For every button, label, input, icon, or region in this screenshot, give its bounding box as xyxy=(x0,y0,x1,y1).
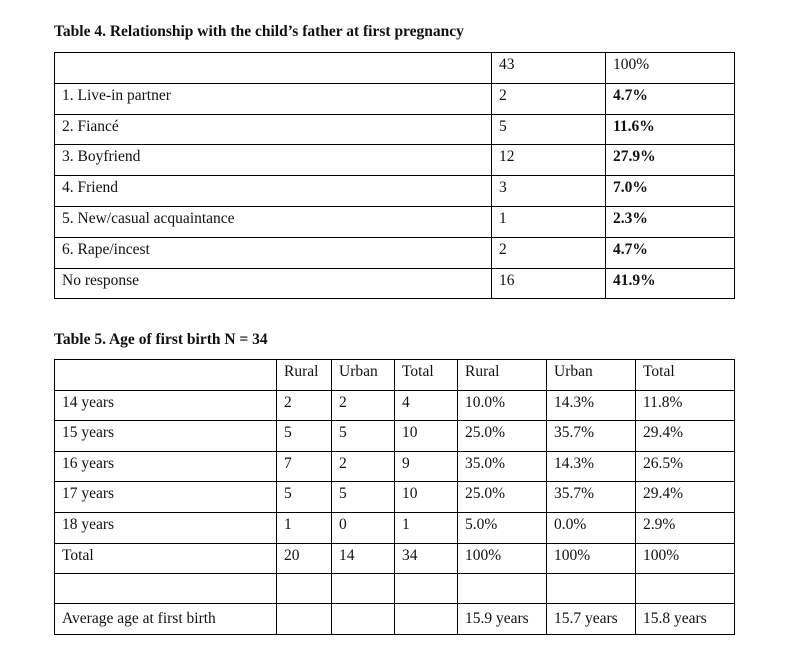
table-4-header-label xyxy=(55,53,492,84)
table-4-relationship xyxy=(54,52,735,299)
table-row xyxy=(55,83,735,114)
row-count: 2 xyxy=(492,237,606,268)
table-row-total xyxy=(55,543,735,574)
empty-cell xyxy=(458,574,547,604)
table-cell: 14 xyxy=(332,543,395,574)
table-cell: 5.0% xyxy=(458,512,547,543)
header-cell: Rural xyxy=(277,360,332,391)
table-row xyxy=(55,421,735,452)
table-cell xyxy=(332,604,395,635)
table-cell: 9 xyxy=(395,451,458,482)
table-5-header-row xyxy=(55,360,735,391)
row-label: No response xyxy=(55,268,492,299)
table-row xyxy=(55,145,735,176)
row-count: 5 xyxy=(492,114,606,145)
table-cell: 5 xyxy=(332,482,395,513)
row-percent: 4.7% xyxy=(606,237,735,268)
table-cell: 5 xyxy=(332,421,395,452)
row-label: 6. Rape/incest xyxy=(55,237,492,268)
table-cell: 100% xyxy=(458,543,547,574)
row-count: 16 xyxy=(492,268,606,299)
row-label: 16 years xyxy=(55,451,277,482)
table-row-average xyxy=(55,604,735,635)
table-cell: 0 xyxy=(332,512,395,543)
row-count: 1 xyxy=(492,206,606,237)
header-cell: Total xyxy=(395,360,458,391)
table-cell: 11.8% xyxy=(636,390,735,421)
row-percent: 41.9% xyxy=(606,268,735,299)
table-cell: 10 xyxy=(395,482,458,513)
empty-cell xyxy=(395,574,458,604)
table-cell: 29.4% xyxy=(636,421,735,452)
table-cell xyxy=(277,604,332,635)
table-cell xyxy=(395,604,458,635)
row-percent: 27.9% xyxy=(606,145,735,176)
table-row xyxy=(55,176,735,207)
empty-cell xyxy=(547,574,636,604)
table-row xyxy=(55,206,735,237)
table-4-header-row xyxy=(55,53,735,84)
table-cell: 4 xyxy=(395,390,458,421)
table-cell: 100% xyxy=(547,543,636,574)
row-count: 12 xyxy=(492,145,606,176)
table-cell: 5 xyxy=(277,482,332,513)
table-cell: 100% xyxy=(636,543,735,574)
table-4-caption: Table 4. Relationship with the child’s father at first pregnancy xyxy=(54,23,464,40)
row-count: 3 xyxy=(492,176,606,207)
header-cell: Urban xyxy=(332,360,395,391)
table-cell: 5 xyxy=(277,421,332,452)
table-cell: 35.0% xyxy=(458,451,547,482)
header-cell: Rural xyxy=(458,360,547,391)
row-label: 1. Live-in partner xyxy=(55,83,492,114)
row-label: 18 years xyxy=(55,512,277,543)
table-cell: 2 xyxy=(332,390,395,421)
row-label: 15 years xyxy=(55,421,277,452)
table-cell: 2.9% xyxy=(636,512,735,543)
table-cell: 26.5% xyxy=(636,451,735,482)
table-row xyxy=(55,237,735,268)
table-cell: 0.0% xyxy=(547,512,636,543)
table-row xyxy=(55,512,735,543)
table-cell: 2 xyxy=(332,451,395,482)
header-cell xyxy=(55,360,277,391)
table-5-caption: Table 5. Age of first birth N = 34 xyxy=(54,331,268,348)
table-row xyxy=(55,114,735,145)
row-label: 3. Boyfriend xyxy=(55,145,492,176)
table-cell: 14.3% xyxy=(547,390,636,421)
table-cell: 10.0% xyxy=(458,390,547,421)
table-4-header-percent: 100% xyxy=(606,53,735,84)
row-percent: 2.3% xyxy=(606,206,735,237)
row-label: 4. Friend xyxy=(55,176,492,207)
table-row xyxy=(55,482,735,513)
row-percent: 11.6% xyxy=(606,114,735,145)
table-cell: 1 xyxy=(277,512,332,543)
table-cell: 25.0% xyxy=(458,482,547,513)
table-cell: 20 xyxy=(277,543,332,574)
row-label: 2. Fiancé xyxy=(55,114,492,145)
table-cell: 35.7% xyxy=(547,482,636,513)
row-count: 2 xyxy=(492,83,606,114)
table-cell: 14.3% xyxy=(547,451,636,482)
row-label: Total xyxy=(55,543,277,574)
table-row xyxy=(55,390,735,421)
table-row-blank xyxy=(55,574,735,604)
table-cell: 1 xyxy=(395,512,458,543)
table-4-header-count: 43 xyxy=(492,53,606,84)
table-cell: 25.0% xyxy=(458,421,547,452)
table-cell: 29.4% xyxy=(636,482,735,513)
empty-cell xyxy=(332,574,395,604)
table-row xyxy=(55,268,735,299)
row-label: 17 years xyxy=(55,482,277,513)
empty-cell xyxy=(277,574,332,604)
table-cell: 7 xyxy=(277,451,332,482)
table-cell: 15.7 years xyxy=(547,604,636,635)
table-cell: 15.8 years xyxy=(636,604,735,635)
row-label: Average age at first birth xyxy=(55,604,277,635)
row-label: 14 years xyxy=(55,390,277,421)
row-percent: 7.0% xyxy=(606,176,735,207)
table-cell: 35.7% xyxy=(547,421,636,452)
table-row xyxy=(55,451,735,482)
table-cell: 34 xyxy=(395,543,458,574)
header-cell: Urban xyxy=(547,360,636,391)
table-cell: 10 xyxy=(395,421,458,452)
empty-cell xyxy=(636,574,735,604)
row-percent: 4.7% xyxy=(606,83,735,114)
row-label: 5. New/casual acquaintance xyxy=(55,206,492,237)
table-cell: 15.9 years xyxy=(458,604,547,635)
table-cell: 2 xyxy=(277,390,332,421)
table-5-age-first-birth xyxy=(54,359,735,635)
empty-cell xyxy=(55,574,277,604)
header-cell: Total xyxy=(636,360,735,391)
